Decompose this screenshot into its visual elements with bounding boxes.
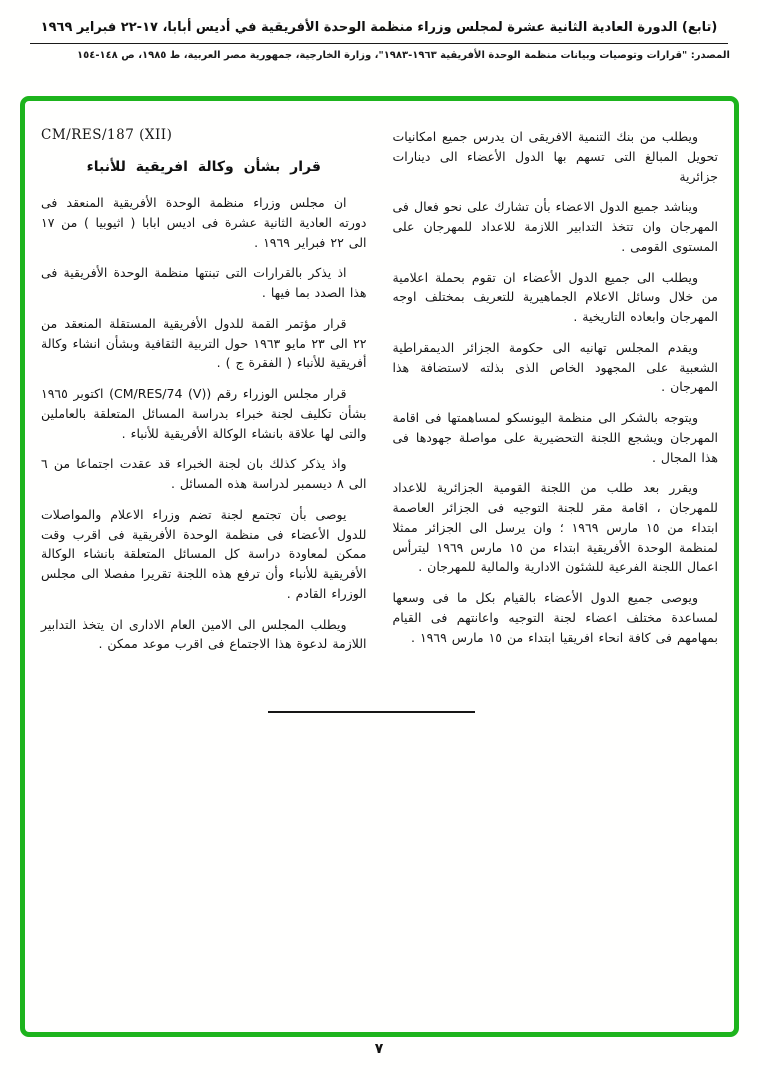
- paragraph: ان مجلس وزراء منظمة الوحدة الأفريقية المنعقد فى دورته العادية الثانية عشرة فى اديس ابابا ( اثيوبيا ) من ١٧ الى ٢٢ فبراير ١٩٦٩ .: [41, 195, 367, 250]
- right-column: [393, 127, 719, 665]
- paragraph: ويقدم المجلس تهانيه الى حكومة الجزائر الديمقراطية الشعبية على المجهود الخاص الذى بذلته لاستضافة هذا المهرجان .: [392, 339, 718, 395]
- paragraph: اذ يذكر بالقرارات التى تبنتها منظمة الوحدة الأفريقية فى هذا الصدد بما فيها .: [41, 265, 367, 300]
- header-divider: [30, 43, 728, 44]
- paragraph: واذ يذكر كذلك بان لجنة الخبراء قد عقدت اجتماعا من ٦ الى ٨ ديسمبر لدراسة هذه المسائل .: [41, 456, 367, 491]
- page-number: ٧: [374, 1041, 384, 1057]
- paragraph: ويقرر بعد طلب من اللجنة القومية الجزائرية للاعداد للمهرجان ، اقامة مقر للجنة التوجيه فى الجزائر العاصمة ابتداء من ١٥ مارس ١٩٦٩ ؛ وان يرسل الى الجزائر ممثلا لمنظمة الوحدة الأفريقية ابتداء من ١٥ مارس ١٩٦٩ ليترأس اعمال اللجنة الفرعية للشئون الادارية والمالية للمهرجان .: [392, 480, 718, 575]
- paragraph: ويطلب الى جميع الدول الأعضاء ان تقوم بحملة اعلامية من خلال وسائل الاعلام الجماهيرية للتعريف بمختلف اوجه المهرجان وابعاده التاريخية .: [392, 269, 718, 324]
- paragraph: ويطلب المجلس الى الامين العام الادارى ان يتخذ التدابير اللازمة لدعوة هذا الاجتماع فى اقرب موعد ممكن .: [41, 616, 367, 652]
- paragraph: ويطلب من بنك التنمية الافريقى ان يدرس جميع امكانيات تحويل المبالغ التى تسهم بها الدول الأعضاء الى دينارات جزائرية: [392, 129, 718, 184]
- paragraph: ويناشد جميع الدول الاعضاء بأن تشارك على نحو فعال فى المهرجان وان تتخذ التدابير اللازمة للاعداد للمهرجان على المستوى القومى .: [392, 199, 718, 254]
- page-header: [0, 0, 758, 61]
- paragraph: ويوصى جميع الدول الأعضاء بالقيام بكل ما فى وسعها لمساعدة مختلف اعضاء لجنة التوجيه واعانتهم فى القيام بمهامهم فى كافة انحاء افريقيا ابتداء من ١٥ مارس ١٩٦٩ .: [392, 590, 718, 645]
- paragraph: ويتوجه بالشكر الى منظمة اليونسكو لمساهمتها فى اقامة المهرجان ويشجع اللجنة التحضيرية على مواصلة جهودها فى هذا المجال .: [392, 410, 718, 465]
- two-column-layout: [25, 101, 734, 665]
- content-border-frame: [20, 96, 739, 1037]
- left-column: [41, 127, 367, 665]
- document-header-title: (تابع) الدورة العادية الثانية عشرة لمجلس وزراء منظمة الوحدة الأفريقية في أديس أبابا، ١٧-٢٢ فبراير ١٩٦٩: [40, 20, 718, 35]
- source-citation: المصدر: "قرارات وتوصيات وبيانات منظمة الوحدة الأفريقية ١٩٦٣-١٩٨٣"، وزارة الخارجية، جمهورية مصر العربية، ط ١٩٨٥، ص ١٤٨-١٥٤: [77, 50, 730, 61]
- paragraph: يوصى بأن تجتمع لجنة تضم وزراء الاعلام والمواصلات للدول الأعضاء فى منظمة الوحدة الأفريقية فى اقرب وقت ممكن لمعاودة دراسة كل المسائل المتعلقة بانشاء الوكالة الأفريقية للأنباء وأن ترفع هذه اللجنة تقريرا مفصلا الى مجلس الوزراء القادم .: [41, 506, 367, 601]
- resolution-code: CM/RES/187 (XII): [41, 127, 173, 143]
- section-divider: [268, 711, 475, 713]
- paragraph: قرار مؤتمر القمة للدول الأفريقية المستقلة المنعقد من ٢٢ الى ٢٣ مايو ١٩٦٣ حول التربية الثقافية وبشأن انشاء وكالة أفريقية للأنباء ( الفقرة ج ) .: [41, 315, 367, 371]
- paragraph: قرار مجلس الوزراء رقم (CM/RES/74 (V)) اكتوبر ١٩٦٥ بشأن تكليف لجنة خبراء بدراسة المسائل المتعلقة بالعاملين والتى لها علاقة بانشاء الوكالة الأفريقية للأنباء .: [41, 386, 367, 441]
- resolution-title: قرار بشأن وكالة افريقية للأنباء: [86, 159, 321, 175]
